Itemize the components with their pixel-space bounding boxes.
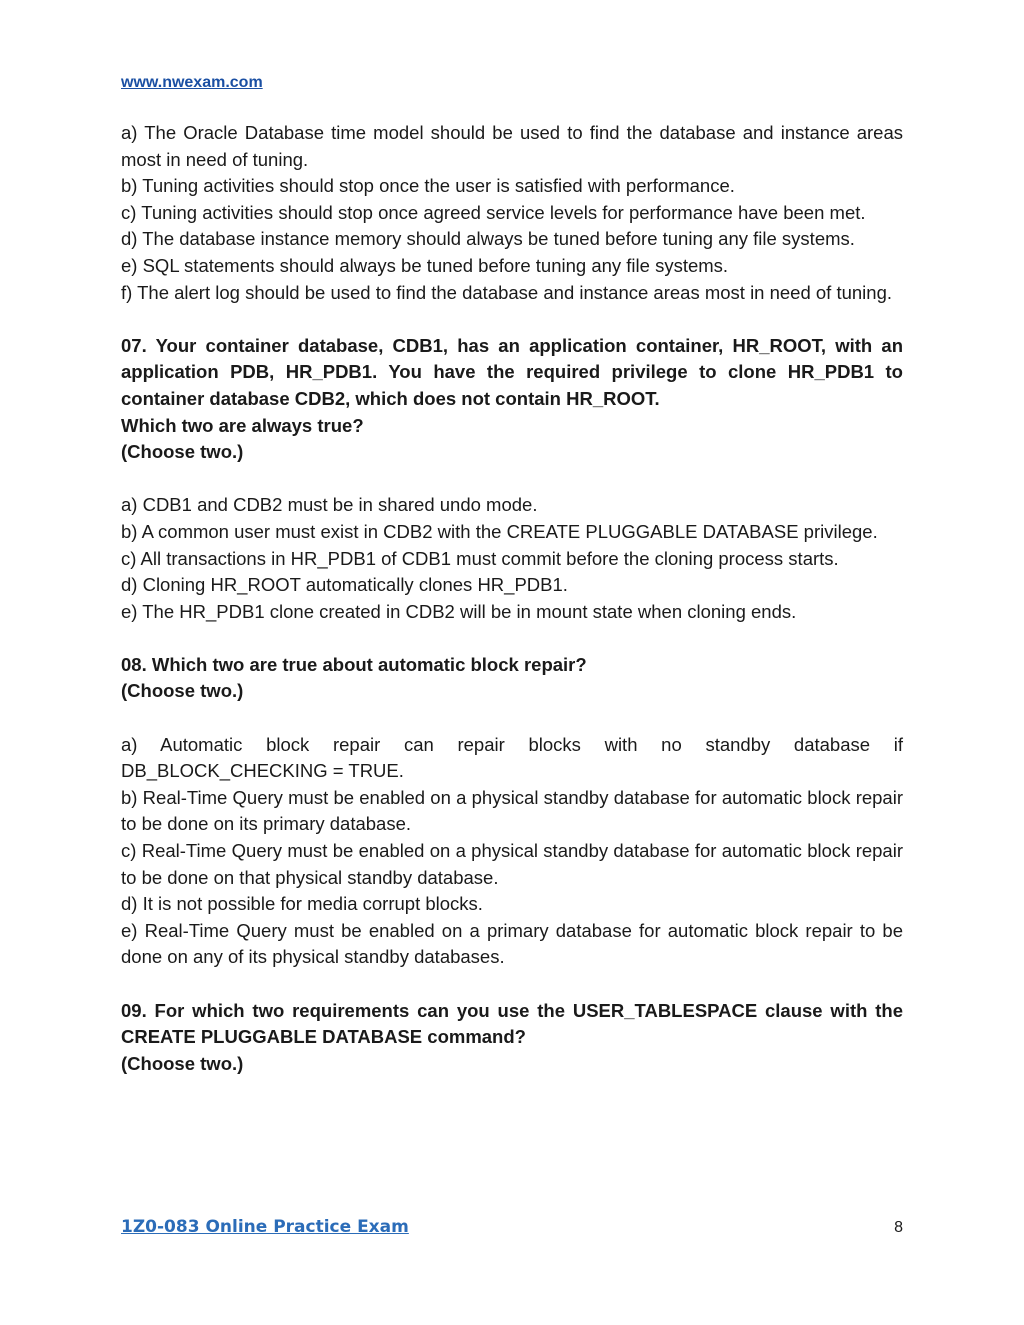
q06-option-d: d) The database instance memory should always be tuned before tuning any file systems. [121, 228, 855, 250]
q06-option-e: e) SQL statements should always be tuned before tuning any file systems. [121, 254, 729, 276]
q07-question: 07. Your container database, CDB1, has an application container, HR_ROOT, with an application PDB, HR_PDB1. You have the required privilege to clone HR_PDB1 to container database CDB2, which does not contain HR_ROOT. [121, 334, 903, 409]
q08-option-a: a) Automatic block repair can repair blocks with no standby database if DB_BLOCK_CHECKING = TRUE. [121, 733, 903, 782]
q07-option-c: c) All transactions in HR_PDB1 of CDB1 must commit before the cloning process starts. [121, 547, 839, 569]
q07-option-d: d) Cloning HR_ROOT automatically clones HR_PDB1. [121, 574, 568, 596]
q09-choose: (Choose two.) [121, 1052, 244, 1074]
site-link[interactable]: www.nwexam.com [121, 74, 263, 91]
q08-option-b: b) Real-Time Query must be enabled on a physical standby database for automatic block repair to be done on its primary database. [121, 786, 903, 835]
q08-question: 08. Which two are true about automatic block repair? [121, 653, 587, 675]
q07-option-a: a) CDB1 and CDB2 must be in shared undo mode. [121, 494, 538, 516]
q08-option-d: d) It is not possible for media corrupt blocks. [121, 893, 483, 915]
spacer [121, 625, 903, 652]
page-number: 8 [894, 1219, 903, 1236]
page-content [121, 120, 903, 1077]
q06-option-b: b) Tuning activities should stop once the user is satisfied with performance. [121, 175, 735, 197]
spacer [121, 306, 903, 333]
q07-option-b: b) A common user must exist in CDB2 with the CREATE PLUGGABLE DATABASE privilege. [121, 520, 878, 542]
q07-option-e: e) The HR_PDB1 clone created in CDB2 will be in mount state when cloning ends. [121, 600, 797, 622]
q09-question: 09. For which two requirements can you use the USER_TABLESPACE clause with the CREATE PLUGGABLE DATABASE command? [121, 999, 903, 1048]
q08-option-e: e) Real-Time Query must be enabled on a primary database for automatic block repair to be done on any of its physical standby databases. [121, 919, 903, 968]
q06-option-a: a) The Oracle Database time model should be used to find the database and instance areas most in need of tuning. [121, 122, 903, 170]
q08-option-c: c) Real-Time Query must be enabled on a physical standby database for automatic block repair to be done on that physical standby database. [121, 840, 903, 888]
q06-option-c: c) Tuning activities should stop once agreed service levels for performance have been met. [121, 201, 866, 223]
q08-choose: (Choose two.) [121, 680, 244, 702]
q07-choose: (Choose two.) [121, 441, 244, 463]
spacer [121, 466, 903, 493]
q07-prompt: Which two are always true? [121, 414, 364, 436]
spacer [121, 971, 903, 998]
spacer [121, 705, 903, 732]
q06-option-f: f) The alert log should be used to find the database and instance areas most in need of tuning. [121, 281, 893, 303]
exam-link[interactable]: 1Z0-083 Online Practice Exam [121, 1217, 409, 1237]
